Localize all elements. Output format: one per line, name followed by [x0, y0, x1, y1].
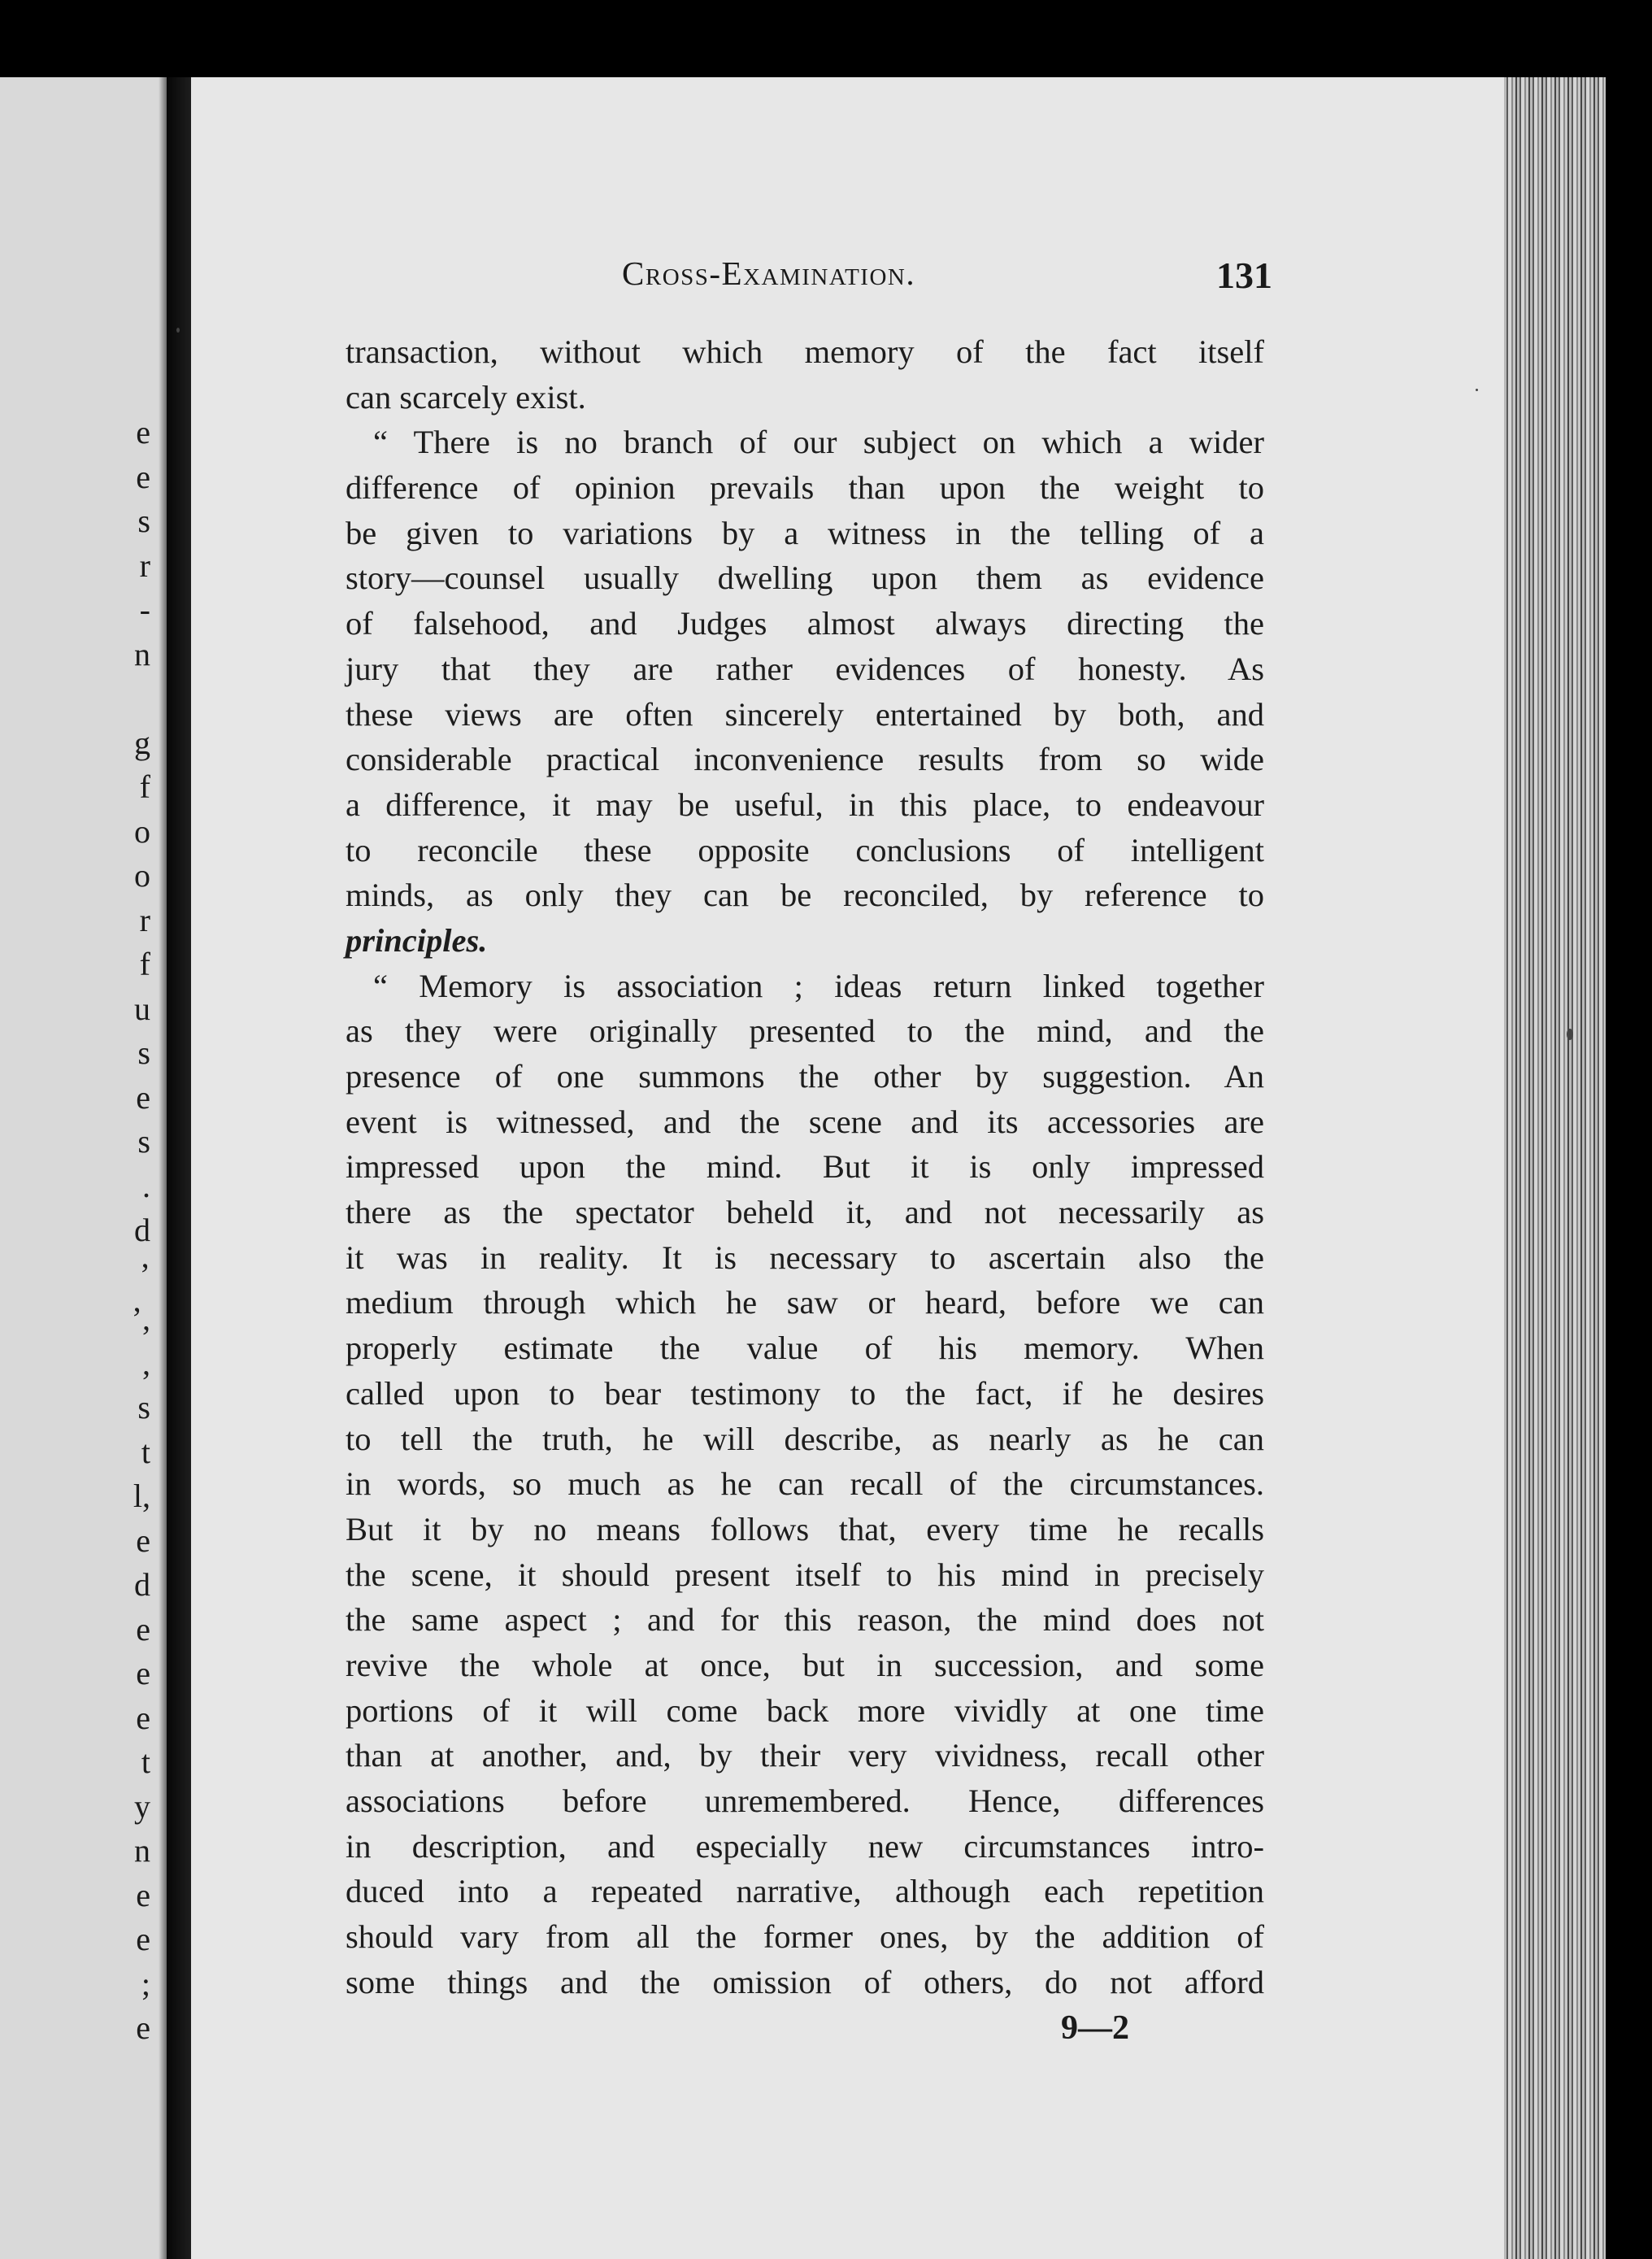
previous-page-char: n	[134, 1832, 150, 1869]
running-head: Cross-Examination.	[622, 255, 916, 292]
text-line: story—counsel usually dwelling upon them as evidence	[346, 559, 1264, 597]
previous-page-line-ends	[118, 411, 150, 2051]
previous-page-char: e	[136, 1876, 150, 1913]
text-line: revive the whole at once, but in succession, and some	[346, 1646, 1264, 1683]
previous-page-char: t	[141, 1743, 150, 1780]
text-line: properly estimate the value of his memory. When	[346, 1330, 1264, 1367]
text-line: presence of one summons the other by suggestion. An	[346, 1058, 1264, 1095]
page-number: 131	[1216, 255, 1272, 296]
body-text	[346, 329, 1264, 2004]
scan-border-right	[1606, 77, 1652, 2259]
previous-page-char: ’	[139, 1256, 150, 1293]
text-line: be given to variations by a witness in the telling of a	[346, 514, 1264, 551]
previous-page-char: y	[134, 1787, 150, 1825]
dust-speck	[1476, 389, 1478, 391]
page-header	[622, 254, 1272, 311]
text-line: the scene, it should present itself to his mind in precisely	[346, 1556, 1264, 1593]
text-line: “ There is no branch of our subject on which a wider	[373, 424, 1264, 461]
text-line: these views are often sincerely entertained by both, and	[346, 695, 1264, 733]
text-line: But it by no means follows that, every time he recalls	[346, 1510, 1264, 1547]
previous-page-char: e	[136, 458, 150, 495]
text-line: considerable practical inconvenience results from so wide	[346, 741, 1264, 778]
previous-page-char: s	[137, 1389, 150, 1425]
dust-speck	[176, 328, 180, 333]
previous-page-char: e	[136, 1078, 150, 1116]
previous-page-char: o	[134, 812, 150, 850]
text-line: a difference, it may be useful, in this place, to endeavour	[346, 786, 1264, 823]
text-line: the same aspect ; and for this reason, the mind does not	[346, 1601, 1264, 1639]
text-line: transaction, without which memory of the fact itself	[346, 333, 1264, 370]
previous-page-char: r	[139, 901, 150, 938]
previous-page-char: e	[136, 414, 150, 450]
previous-page-char: s	[137, 1034, 150, 1071]
previous-page-char: f	[139, 946, 150, 982]
text-line: “ Memory is association ; ideas return linked together	[373, 967, 1264, 1004]
previous-page-char: d	[134, 1212, 150, 1248]
previous-page-char: o	[134, 857, 150, 894]
text-line: some things and the omission of others, do not afford	[346, 1963, 1264, 2000]
signature-mark: 9—2	[1061, 2009, 1129, 2047]
text-line: in description, and especially new circumstances intro-	[346, 1827, 1264, 1865]
text-line: should vary from all the former ones, by the addition of	[346, 1918, 1264, 1956]
text-line: event is witnessed, and the scene and its accessories are	[346, 1103, 1264, 1140]
previous-page-char: f	[139, 768, 150, 805]
previous-page-fragment	[0, 77, 167, 2259]
text-line: medium through which he saw or heard, before we can	[346, 1284, 1264, 1321]
dust-speck	[1567, 1029, 1573, 1040]
previous-page-char: s	[137, 1123, 150, 1160]
previous-page-char: r	[139, 546, 150, 584]
previous-page-char: l,	[133, 1478, 150, 1514]
text-line: there as the spectator beheld it, and not necessarily as	[346, 1194, 1264, 1231]
text-line: to tell the truth, he will describe, as nearly as he can	[346, 1420, 1264, 1457]
previous-page-char: s	[137, 503, 150, 539]
previous-page-char: -	[139, 591, 150, 628]
previous-page-char: e	[136, 1921, 150, 1957]
previous-page-char: e	[136, 1699, 150, 1736]
text-line: as they were originally presented to the mind, and the	[346, 1012, 1264, 1050]
previous-page-char	[118, 677, 150, 721]
text-line: it was in reality. It is necessary to ascertain also the	[346, 1238, 1264, 1276]
text-line: impressed upon the mind. But it is only impressed	[346, 1148, 1264, 1186]
text-line: called upon to bear testimony to the fact, if he desires	[346, 1374, 1264, 1412]
previous-page-char: .	[142, 1167, 150, 1204]
previous-page-char: n	[134, 635, 150, 672]
previous-page-char: g	[134, 724, 150, 761]
previous-page-char: e	[136, 1655, 150, 1691]
text-line: difference of opinion prevails than upon the weight to	[346, 469, 1264, 507]
text-line: of falsehood, and Judges almost always directing the	[346, 605, 1264, 642]
previous-page-char: ,	[142, 1344, 150, 1382]
previous-page-char: t	[141, 1433, 150, 1470]
previous-page-char: ;	[141, 1965, 150, 2002]
text-line: principles.	[346, 921, 488, 959]
previous-page-char: e	[136, 2009, 150, 2046]
text-line: can scarcely exist.	[346, 378, 586, 416]
previous-page-char: d	[134, 1566, 150, 1603]
text-line: in words, so much as he can recall of the circumstances.	[346, 1465, 1264, 1503]
text-line: portions of it will come back more vividly at one time	[346, 1691, 1264, 1729]
text-line: jury that they are rather evidences of honesty. As	[346, 650, 1264, 687]
previous-page-char: e	[136, 1610, 150, 1647]
previous-page-char: e	[136, 1521, 150, 1559]
text-line: minds, as only they can be reconciled, by reference to	[346, 877, 1264, 914]
text-line: duced into a repeated narrative, although each repetition	[346, 1873, 1264, 1910]
previous-page-char: u	[134, 990, 150, 1027]
book-gutter	[167, 77, 191, 2259]
text-line: associations before unremembered. Hence, differences	[346, 1782, 1264, 1819]
previous-page-edge-shadow	[159, 77, 167, 2259]
text-line: than at another, and, by their very vividness, recall other	[346, 1737, 1264, 1774]
previous-page-char: ’,	[131, 1300, 150, 1337]
text-line: to reconcile these opposite conclusions of intelligent	[346, 831, 1264, 868]
page-stack-fore-edge	[1504, 77, 1606, 2259]
